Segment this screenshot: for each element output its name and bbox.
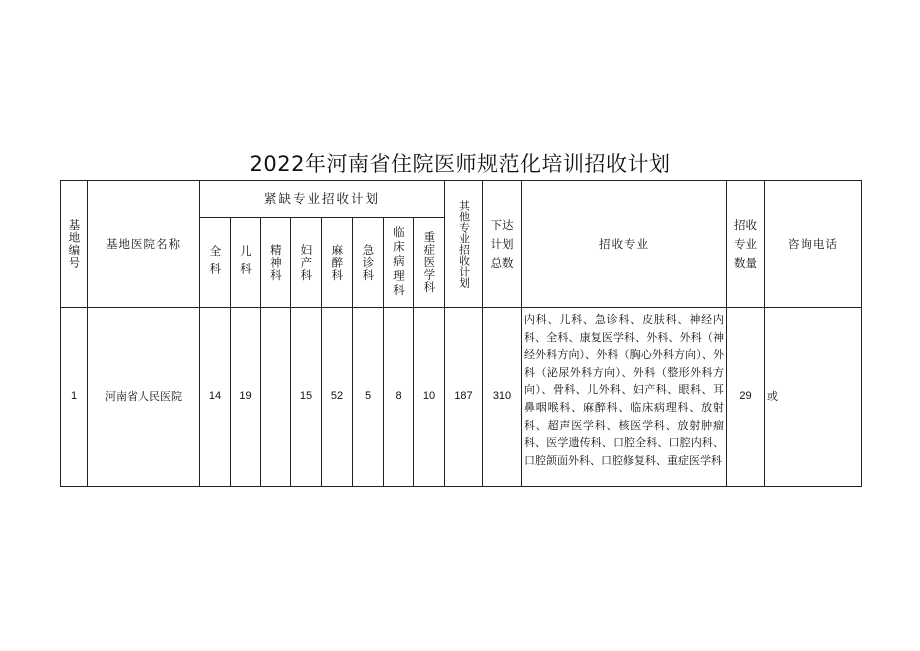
header-total xyxy=(483,181,521,307)
header-hospital xyxy=(88,181,199,307)
header-phone xyxy=(765,181,861,307)
header-other xyxy=(445,181,482,307)
cell-jizhen: 5 xyxy=(364,390,372,403)
header-quanke xyxy=(200,218,230,307)
header-hospital-label: 基地医院名称 xyxy=(106,236,181,251)
header-other-label: 其他专业招收计划 xyxy=(457,200,471,288)
header-fuchan-label: 妇产科 xyxy=(299,243,314,282)
page-title: 2022年河南省住院医师规范化培训招收计划 xyxy=(249,152,671,176)
cell-base-no: 1 xyxy=(70,390,78,403)
header-zhongzheng-label: 重症医学科 xyxy=(422,231,437,294)
header-fuchan xyxy=(291,218,321,307)
header-majors-label: 招收专业 xyxy=(599,236,649,251)
header-mazui-label: 麻醉科 xyxy=(330,243,345,282)
header-total-label: 下达计划总数 xyxy=(490,217,514,270)
cell-other: 187 xyxy=(454,390,473,403)
header-jingshen-label: 精神科 xyxy=(268,243,283,282)
header-major-count-label: 招收专业数量 xyxy=(734,217,757,270)
header-bingli-label: 临床病理科 xyxy=(391,226,406,299)
header-shortage-group xyxy=(200,181,444,217)
header-base-no-label: 基地编号 xyxy=(67,219,82,269)
cell-bingli: 8 xyxy=(395,390,402,403)
cell-hospital: 河南省人民医院 xyxy=(105,390,182,404)
header-majors xyxy=(522,181,726,307)
cell-phone: 或 xyxy=(767,390,778,404)
cell-major-count: 29 xyxy=(739,390,752,403)
header-mazui xyxy=(322,218,352,307)
cell-erke: 19 xyxy=(239,390,252,403)
cell-quanke: 14 xyxy=(208,390,222,403)
cell-jingshen xyxy=(261,308,290,486)
header-major-count xyxy=(727,181,764,307)
cell-zhongzheng: 10 xyxy=(422,390,436,403)
cell-fuchan: 15 xyxy=(299,390,313,403)
header-erke xyxy=(231,218,260,307)
header-quanke-label: 全科 xyxy=(208,245,223,280)
header-bingli xyxy=(384,218,413,307)
header-zhongzheng xyxy=(414,218,444,307)
cell-majors: 内科、儿科、急诊科、皮肤科、神经内科、全科、康复医学科、外科、外科（神经外科方向）、外科（胸心外科方向）、外科（泌尿外科方向）、外科（整形外科方向）、骨科、儿外科、妇产科、眼科、耳鼻咽喉科、麻醉科、临床病理科、放射科、超声医学科、核医学科、放射肿瘤科、医学遗传科、口腔全科、口腔内科、口腔颌面外科、口腔修复科、重症医学科 xyxy=(524,313,724,467)
header-jizhen xyxy=(353,218,383,307)
header-jizhen-label: 急诊科 xyxy=(361,243,376,282)
header-phone-label: 咨询电话 xyxy=(788,236,838,251)
header-erke-label: 儿科 xyxy=(238,245,253,280)
header-shortage-label: 紧缺专业招收计划 xyxy=(263,190,380,206)
header-jingshen xyxy=(261,218,290,307)
cell-total: 310 xyxy=(492,390,512,403)
cell-mazui: 52 xyxy=(330,390,344,403)
header-base-no xyxy=(61,181,87,307)
